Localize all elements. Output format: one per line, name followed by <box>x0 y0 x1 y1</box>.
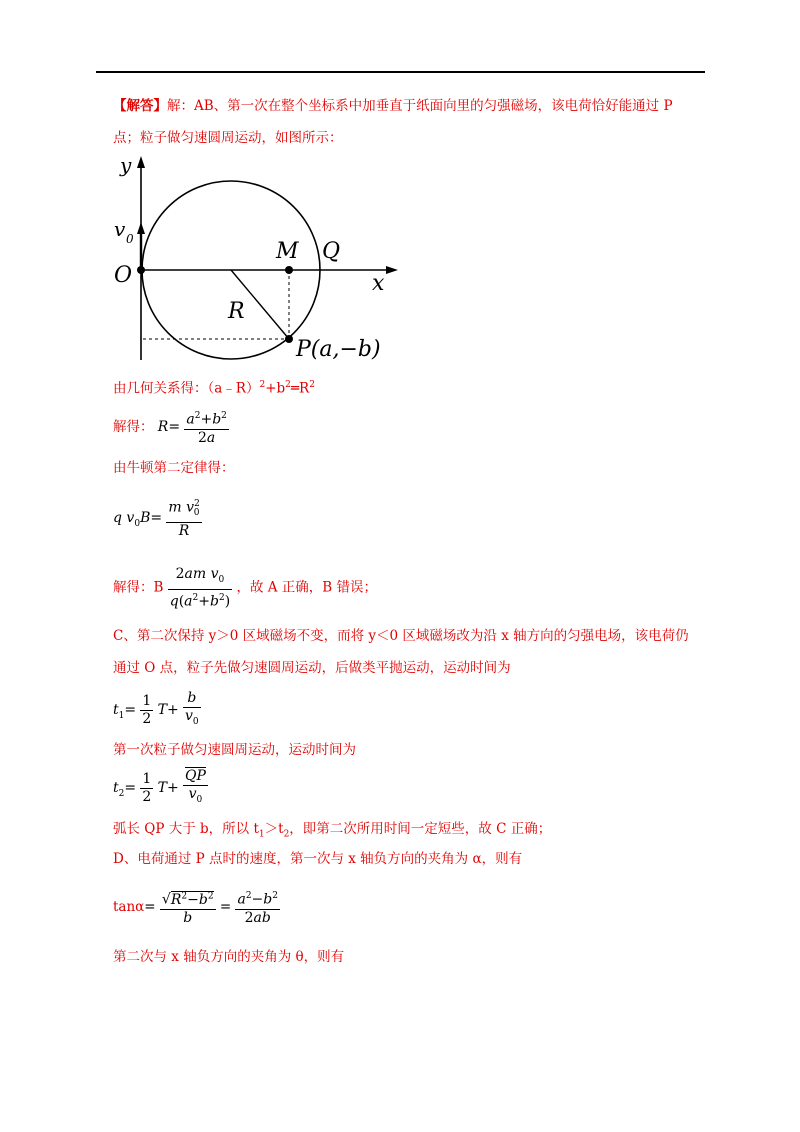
point-M <box>285 266 293 274</box>
equation-newton: q $v_0B=$ $\frac{m v^2_0}{R}$ <box>113 496 202 540</box>
paragraph-geometry: 由几何关系得：$(a﹣R)^2+b^2═R^2$ <box>113 380 315 397</box>
svg-text:R: R <box>228 299 245 324</box>
paragraph-option-c-cont: 通过 O 点，粒子先做匀速圆周运动，后做类平抛运动，运动时间为 <box>113 660 511 676</box>
header-rule <box>96 71 705 73</box>
paragraph-newton: 由牛顿第二定律得： <box>113 460 235 476</box>
svg-text:M: M <box>276 239 299 264</box>
point-O <box>137 266 145 274</box>
svg-text:v: v <box>114 217 126 241</box>
paragraph-arc-length: 弧长 QP 大于 b，所以 $t_1>t_2$，即第二次所用时间一定短些，故 C 正确； <box>113 821 552 840</box>
answer-tag: 【解答】 <box>113 98 167 114</box>
equation-radius: 解得： R= $\frac{a^2+b^2}{2a}$ <box>113 408 229 447</box>
equation-t2: $t_2=$ $\frac{1}{2}$ T+ $\frac{QP}{v_0}$ <box>113 768 206 805</box>
paragraph-option-c: C、第二次保持 y＞0 区域磁场不变，而将 y＜0 区域磁场改为沿 x 轴方向的匀强电场，该电荷仍 <box>113 628 689 644</box>
svg-text:P(a,−b): P(a,−b) <box>296 337 381 362</box>
paragraph-solution-ab: 【解答】解：AB、第一次在整个坐标系中加垂直于纸面向里的匀强磁场，该电荷恰好能通过 P <box>113 98 673 114</box>
paragraph-option-d: D、电荷通过 P 点时的速度，第一次与 x 轴负方向的夹角为 α，则有 <box>113 851 523 867</box>
paragraph-first-time: 第一次粒子做匀速圆周运动，运动时间为 <box>113 742 356 758</box>
svg-text:Q: Q <box>322 239 341 264</box>
circle-motion-diagram <box>108 150 408 370</box>
point-P <box>285 335 293 343</box>
paragraph-second-angle: 第二次与 x 轴负方向的夹角为 θ，则有 <box>113 949 345 965</box>
y-axis-arrow <box>137 156 145 168</box>
equation-t1: $t_1=$ $\frac{1}{2}$ T+ $\frac{b}{v_0}$ <box>113 690 199 727</box>
paragraph-figure-intro: 点；粒子做匀速圆周运动，如图所示： <box>113 130 343 146</box>
svg-text:O: O <box>114 263 133 288</box>
equation-field-b: 解得：B $\frac{2am v_0}{q(a^2+b^2)}$ ，故 A 正确，B 错误； <box>113 566 377 610</box>
svg-text:0: 0 <box>126 232 134 246</box>
velocity-arrow <box>137 222 145 234</box>
x-axis-arrow <box>386 266 398 274</box>
svg-text:x: x <box>372 271 385 296</box>
equation-tan-alpha: tanα= $\frac{√R^2-b^2}{b}$ = $\frac{a^2-b^2}{2ab}$ <box>113 888 280 927</box>
svg-text:y: y <box>120 153 132 177</box>
